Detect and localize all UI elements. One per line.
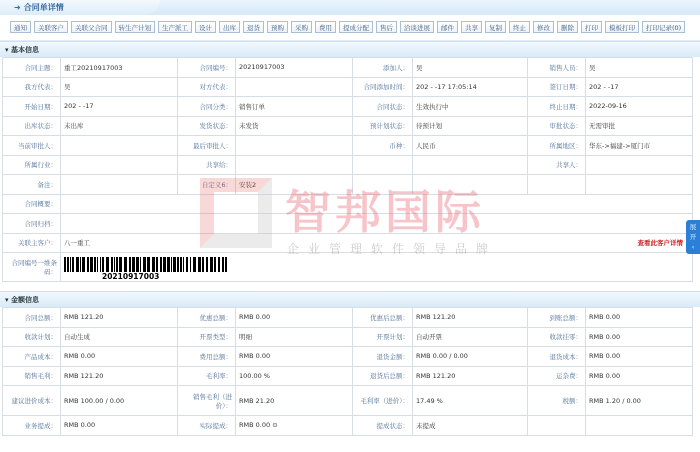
field-value	[586, 416, 693, 436]
barcode-bar	[143, 257, 146, 272]
field-value: 未提成	[413, 416, 528, 436]
field-label: 收款挂零：	[528, 327, 586, 347]
toolbar-button-20[interactable]: 打印	[581, 21, 602, 33]
barcode-bar	[72, 257, 74, 272]
page-title-tab	[0, 0, 160, 15]
field-value	[413, 155, 528, 175]
toolbar-button-21[interactable]: 模板打印	[605, 21, 639, 33]
expand-label: 展开	[689, 223, 697, 241]
barcode-number: 20210917003	[102, 272, 160, 281]
barcode-bar	[156, 257, 158, 272]
table-row	[3, 175, 693, 195]
barcode-bar	[163, 257, 166, 272]
section-title: 基本信息	[10, 46, 39, 54]
barcode-bar	[76, 257, 79, 272]
table-row	[3, 155, 693, 175]
field-value: RMB 0.00	[586, 308, 693, 328]
field-label: 开票类型：	[178, 327, 236, 347]
field-value: 人民币	[413, 136, 528, 156]
field-value: RMB 1.20 / 0.00	[586, 386, 693, 416]
field-value: RMB 0.00	[61, 416, 178, 436]
barcode-bar	[94, 257, 96, 272]
expand-side-tab[interactable]	[686, 220, 700, 254]
field-label: 税额：	[528, 386, 586, 416]
field-label: 提成状态：	[353, 416, 413, 436]
field-label	[528, 175, 586, 195]
field-label: 产品成本：	[3, 347, 61, 367]
toolbar-button-2[interactable]: 关联父合同	[71, 21, 112, 33]
field-label: 签订日期：	[528, 77, 586, 97]
field-label: 预计划状态：	[353, 116, 413, 136]
table-row	[3, 366, 693, 386]
field-value: 202 - -17	[586, 77, 693, 97]
barcode-bar	[82, 257, 85, 272]
barcode-bar	[116, 257, 118, 272]
barcode-bar	[218, 257, 220, 272]
barcode-bar	[87, 257, 89, 272]
barcode-bar	[114, 257, 115, 272]
barcode-bar	[67, 257, 69, 272]
watermark-slogan: 企业管理软件领导品牌	[287, 242, 498, 256]
field-label: 销售毛利（进价）：	[178, 386, 236, 416]
barcode-bar	[183, 257, 184, 272]
barcode-bar	[124, 257, 127, 272]
field-value: 明细	[236, 327, 353, 347]
field-label: 费用总额：	[178, 347, 236, 367]
table-row	[3, 58, 693, 78]
barcode-bar	[90, 257, 93, 272]
barcode-bar	[180, 257, 182, 272]
field-value	[61, 155, 178, 175]
field-label: 建议进价成本：	[3, 386, 61, 416]
barcode-bar	[193, 257, 196, 272]
field-label: 共享给：	[178, 155, 236, 175]
field-value: RMB 121.20	[413, 366, 528, 386]
field-label: 销售毛利：	[3, 366, 61, 386]
field-label: 合同归档：	[3, 214, 61, 234]
barcode-bar	[111, 257, 113, 272]
field-value: 华东->福建->厦门市	[586, 136, 693, 156]
field-label: 合同主题：	[3, 58, 61, 78]
table-row	[3, 136, 693, 156]
toolbar-button-0[interactable]: 通知	[10, 21, 31, 33]
field-value: 2022-09-16	[586, 97, 693, 117]
field-label: 对方代表：	[178, 77, 236, 97]
toolbar-button-4[interactable]: 生产派工	[158, 21, 192, 33]
field-value: 17.49 %	[413, 386, 528, 416]
field-label: 退货后总额：	[353, 366, 413, 386]
field-value: RMB 0.00	[586, 327, 693, 347]
field-value: 202 - -17 17:05:14	[413, 77, 528, 97]
chevron-left-icon: ‹	[691, 243, 695, 251]
field-label: 币种：	[353, 136, 413, 156]
field-label: 开票计划：	[353, 327, 413, 347]
toolbar-button-8[interactable]: 预购	[267, 21, 288, 33]
section-amount-info[interactable]: ▾ 金额信息	[0, 291, 700, 307]
barcode-bar	[214, 257, 216, 272]
barcode-bar	[173, 257, 176, 272]
barcode	[64, 254, 689, 281]
table-row	[3, 347, 693, 367]
field-value	[61, 233, 693, 253]
field-label: 所属行业：	[3, 155, 61, 175]
barcode-bar	[202, 257, 204, 272]
field-label: 合同添加时间：	[353, 77, 413, 97]
field-value: RMB 0.00	[586, 347, 693, 367]
toolbar-button-16[interactable]: 复制	[485, 21, 506, 33]
amount-info-table	[2, 307, 693, 436]
barcode-bar	[147, 257, 150, 272]
field-label: 销售人员：	[528, 58, 586, 78]
barcode-bar	[225, 257, 227, 272]
field-label	[353, 175, 413, 195]
field-value: 销售订单	[236, 97, 353, 117]
field-value	[61, 214, 693, 234]
field-label: 当前审批人：	[3, 136, 61, 156]
field-value: RMB 121.20	[413, 308, 528, 328]
toolbar-button-11[interactable]: 提成分配	[339, 21, 373, 33]
field-value: RMB 0.00 / 0.00	[413, 347, 528, 367]
field-value	[61, 136, 178, 156]
field-value: RMB 0.00	[586, 366, 693, 386]
field-value	[236, 155, 353, 175]
field-value	[586, 155, 693, 175]
field-value: 吴	[586, 58, 693, 78]
toolbar-button-22[interactable]: 打印记录(0)	[642, 21, 685, 33]
barcode-bar	[177, 257, 179, 272]
section-title: 金额信息	[10, 296, 39, 304]
barcode-bar	[171, 257, 172, 272]
table-row	[3, 214, 693, 234]
field-value: 待预计划	[413, 116, 528, 136]
barcode-bar	[129, 257, 131, 272]
section-basic-info[interactable]: ▾ 基本信息	[0, 41, 700, 57]
barcode-bars	[64, 254, 689, 272]
barcode-bar	[119, 257, 122, 272]
toolbar-button-3[interactable]: 转生产计划	[115, 21, 156, 33]
field-label: 我方代表：	[3, 77, 61, 97]
field-value	[61, 194, 693, 214]
field-value: 20210917003	[236, 58, 353, 78]
toolbar-button-12[interactable]: 售后	[376, 21, 397, 33]
barcode-bar	[160, 257, 162, 272]
field-label: 审批状态：	[528, 116, 586, 136]
barcode-bar	[140, 257, 141, 272]
field-value: 无需审批	[586, 116, 693, 136]
barcode-bar	[167, 257, 170, 272]
table-row	[3, 77, 693, 97]
field-value: RMB 121.20	[61, 366, 178, 386]
table-row	[3, 233, 693, 253]
field-label: 关联主客户：	[3, 233, 61, 253]
basic-info-table	[2, 57, 693, 282]
field-value	[61, 253, 693, 282]
view-customer-link[interactable]: 查看此客户详情	[637, 239, 683, 248]
toolbar-button-1[interactable]: 关联客户	[34, 21, 68, 33]
field-value: RMB 0.00	[236, 347, 353, 367]
field-label	[528, 416, 586, 436]
field-label: 所属地区：	[528, 136, 586, 156]
table-row	[3, 253, 693, 282]
toolbar-button-10[interactable]: 费用	[315, 21, 336, 33]
table-row	[3, 116, 693, 136]
watermark-brand: 智邦国际	[285, 185, 485, 239]
field-label: 合同总额：	[3, 308, 61, 328]
field-value	[236, 136, 353, 156]
field-value: 重工20210917003	[61, 58, 178, 78]
barcode-bar	[210, 257, 213, 272]
toolbar-button-6[interactable]: 出库	[219, 21, 240, 33]
field-label: 退货成本：	[528, 347, 586, 367]
field-value: RMB 0.00	[61, 347, 178, 367]
table-row	[3, 386, 693, 416]
field-label: 自定义6：	[178, 175, 236, 195]
field-label: 毛利率（进价）：	[353, 386, 413, 416]
barcode-bar	[106, 257, 109, 272]
toolbar-button-18[interactable]: 修改	[533, 21, 554, 33]
field-label: 共享人：	[528, 155, 586, 175]
field-label: 收款计划：	[3, 327, 61, 347]
field-label: 优惠总额：	[178, 308, 236, 328]
barcode-bar	[97, 257, 98, 272]
barcode-bar	[136, 257, 139, 272]
field-label: 合同分类：	[178, 97, 236, 117]
field-label: 实际提成：	[178, 416, 236, 436]
barcode-bar	[186, 257, 188, 272]
field-value: 自动生成	[61, 327, 178, 347]
field-value: 202 - -17	[61, 97, 178, 117]
page-title: 合同单详情	[23, 3, 64, 12]
table-row	[3, 97, 693, 117]
field-value	[413, 175, 528, 195]
field-label: 优惠后总额：	[353, 308, 413, 328]
barcode-bar	[198, 257, 201, 272]
field-value: RMB 121.20	[61, 308, 178, 328]
barcode-bar	[80, 257, 81, 272]
field-label: 添加人：	[353, 58, 413, 78]
field-value: 100.00 %	[236, 366, 353, 386]
field-value: 未出库	[61, 116, 178, 136]
toolbar-button-19[interactable]: 删除	[557, 21, 578, 33]
toolbar-button-14[interactable]: 邮件	[437, 21, 458, 33]
field-label: 合同编号：	[178, 58, 236, 78]
field-value: 吴	[61, 77, 178, 97]
table-row	[3, 416, 693, 436]
field-value: 未发货	[236, 116, 353, 136]
field-value: RMB 21.20	[236, 386, 353, 416]
field-value: 自动开票	[413, 327, 528, 347]
field-value: 生效执行中	[413, 97, 528, 117]
toolbar-button-15[interactable]: 共享	[461, 21, 482, 33]
barcode-bar	[102, 257, 104, 272]
barcode-bar	[152, 257, 155, 272]
action-toolbar	[0, 15, 700, 41]
barcode-bar	[190, 257, 191, 272]
field-label: 业务提成：	[3, 416, 61, 436]
barcode-bar	[222, 257, 224, 272]
toolbar-button-9[interactable]: 采购	[291, 21, 312, 33]
field-label: 毛利率：	[178, 366, 236, 386]
field-label: 备注：	[3, 175, 61, 195]
toolbar-button-13[interactable]: 洽谈进展	[400, 21, 434, 33]
barcode-bar	[132, 257, 135, 272]
field-value: 安装2	[236, 175, 353, 195]
field-value: RMB 0.00	[236, 308, 353, 328]
table-row	[3, 308, 693, 328]
field-label: 运杂费：	[528, 366, 586, 386]
toolbar-button-17[interactable]: 终止	[509, 21, 530, 33]
field-label: 发货状态：	[178, 116, 236, 136]
field-label	[353, 155, 413, 175]
field-text: 八一重工	[64, 239, 90, 248]
field-label: 终止日期：	[528, 97, 586, 117]
field-value	[236, 77, 353, 97]
toolbar-button-5[interactable]: 设计	[195, 21, 216, 33]
field-label: 到账总额：	[528, 308, 586, 328]
field-label: 退货金额：	[353, 347, 413, 367]
page-header	[0, 0, 700, 15]
field-value: RMB 100.00 / 0.00	[61, 386, 178, 416]
field-label: 出库状态：	[3, 116, 61, 136]
toolbar-button-7[interactable]: 退货	[243, 21, 264, 33]
field-value	[61, 175, 178, 195]
barcode-bar	[64, 257, 66, 272]
field-label: 合同状态：	[353, 97, 413, 117]
field-value	[586, 175, 693, 195]
field-value: 吴	[413, 58, 528, 78]
field-value: RMB 0.00 ⊙	[236, 416, 353, 436]
barcode-bar	[206, 257, 208, 272]
field-label: 合同编号一维条码：	[3, 253, 61, 282]
barcode-bar	[100, 257, 101, 272]
field-label: 开始日期：	[3, 97, 61, 117]
arrow-right-icon: ➜	[14, 3, 21, 12]
field-label: 最后审批人：	[178, 136, 236, 156]
field-label: 合同概要：	[3, 194, 61, 214]
table-row	[3, 327, 693, 347]
table-row	[3, 194, 693, 214]
barcode-bar	[70, 257, 71, 272]
